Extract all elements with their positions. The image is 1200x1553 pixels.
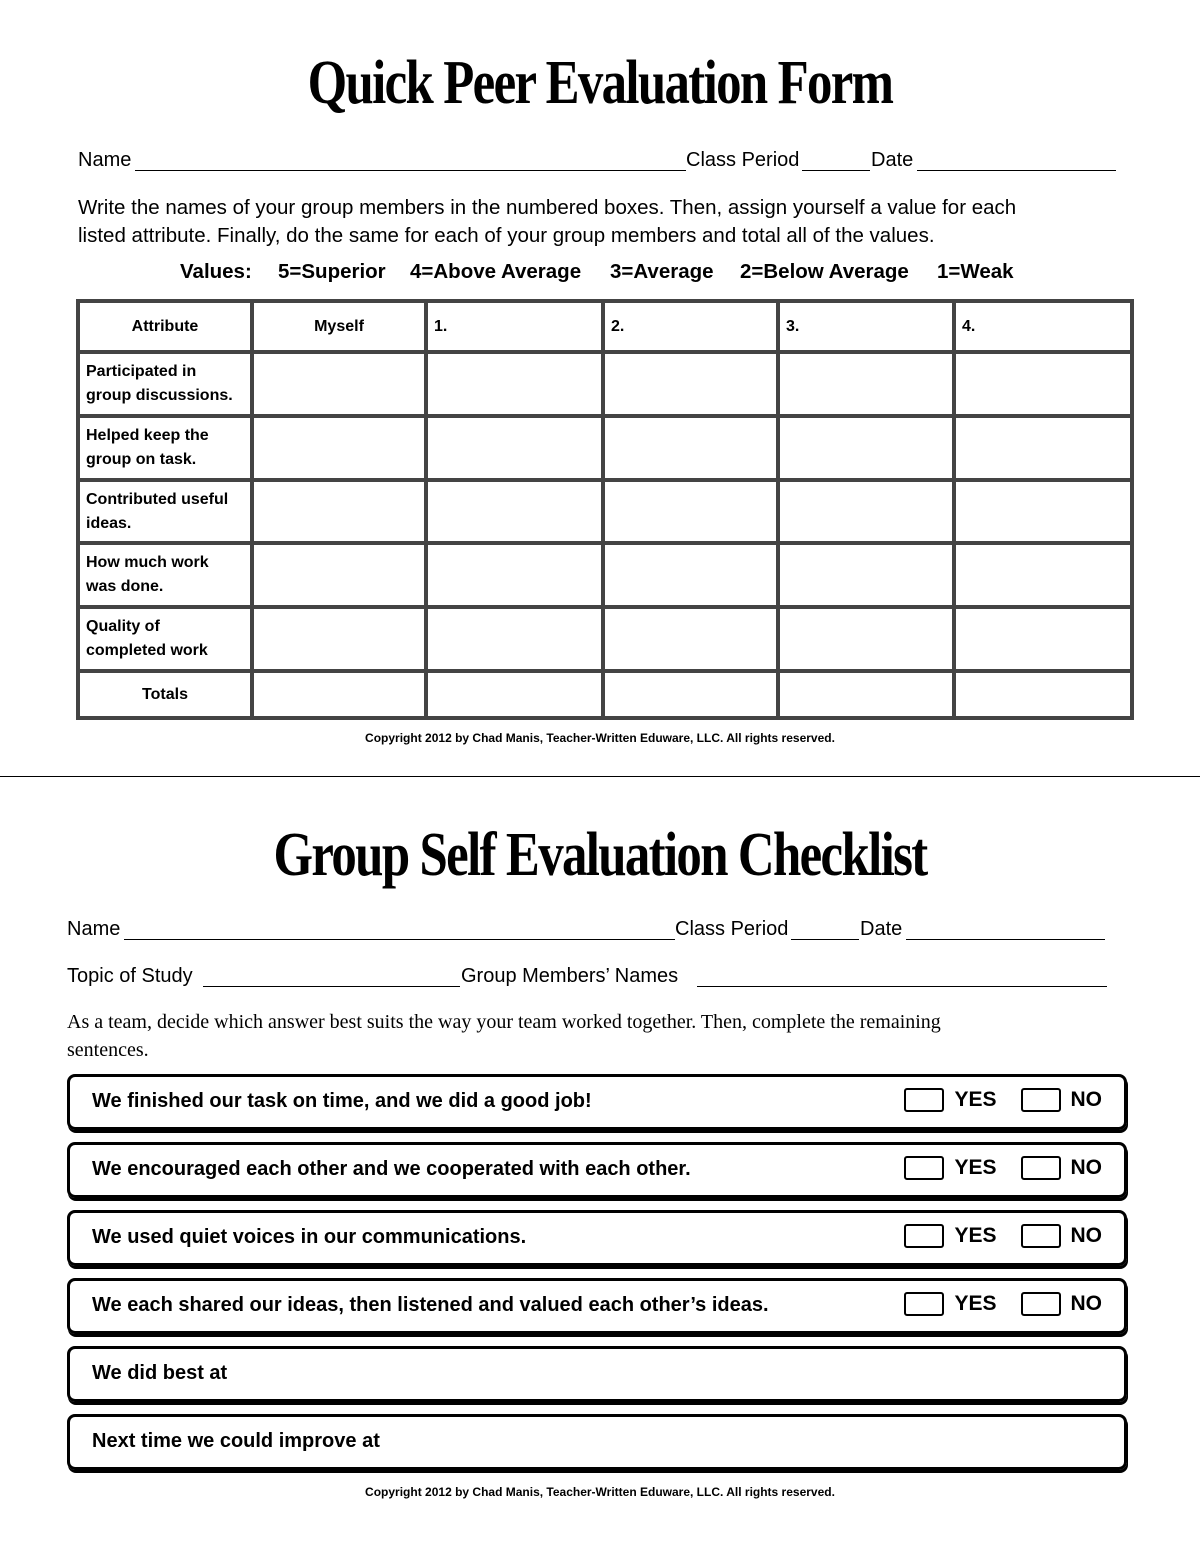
score-cell[interactable] <box>252 352 426 416</box>
copyright-notice: Copyright 2012 by Chad Manis, Teacher-Written Eduware, LLC. All rights reserved. <box>365 731 835 745</box>
no-label: NO <box>1070 1156 1102 1179</box>
score-cell[interactable] <box>426 352 603 416</box>
score-cell[interactable] <box>778 607 954 671</box>
score-cell[interactable] <box>954 607 1132 671</box>
table-row <box>78 352 1132 416</box>
attribute-line: group discussions. <box>86 386 233 404</box>
yes-checkbox[interactable] <box>904 1224 944 1248</box>
improve-box[interactable] <box>67 1414 1127 1470</box>
yes-no-group <box>904 1292 1102 1316</box>
no-label: NO <box>1070 1292 1102 1315</box>
score-cell[interactable] <box>603 480 778 544</box>
table-row <box>78 416 1132 480</box>
statement-box <box>67 1142 1127 1198</box>
table-header-row <box>78 301 1132 352</box>
header-attribute: Attribute <box>78 301 252 352</box>
class-period-field[interactable] <box>791 939 859 940</box>
header-member-2[interactable]: 2. <box>603 301 778 352</box>
attribute-cell <box>78 416 252 480</box>
attribute-cell <box>78 543 252 607</box>
score-cell[interactable] <box>252 480 426 544</box>
instructions-line: Write the names of your group members in the numbered boxes. Then, assign yourself a value for each <box>78 196 1017 219</box>
header-member-3[interactable]: 3. <box>778 301 954 352</box>
score-cell[interactable] <box>426 480 603 544</box>
score-cell[interactable] <box>954 416 1132 480</box>
no-checkbox[interactable] <box>1021 1156 1061 1180</box>
score-cell[interactable] <box>426 543 603 607</box>
value-3: 3=Average <box>610 260 714 283</box>
peer-form-title: Quick Peer Evaluation Form <box>307 49 893 117</box>
topic-label: Topic of Study <box>67 965 193 987</box>
copyright-notice: Copyright 2012 by Chad Manis, Teacher-Written Eduware, LLC. All rights reserved. <box>365 1485 835 1499</box>
yes-label: YES <box>954 1156 997 1179</box>
statement-box <box>67 1074 1127 1130</box>
yes-checkbox[interactable] <box>904 1156 944 1180</box>
value-5: 5=Superior <box>278 260 386 283</box>
attribute-cell <box>78 607 252 671</box>
score-cell[interactable] <box>778 480 954 544</box>
did-best-box[interactable] <box>67 1346 1127 1402</box>
table-row <box>78 607 1132 671</box>
values-label: Values: <box>180 260 252 283</box>
score-cell[interactable] <box>954 543 1132 607</box>
header-myself: Myself <box>252 301 426 352</box>
table-row <box>78 543 1132 607</box>
statement-box <box>67 1210 1127 1266</box>
cut-line-divider <box>0 776 1200 777</box>
checklist-instructions <box>67 1008 1117 1064</box>
score-cell[interactable] <box>252 607 426 671</box>
header-member-1[interactable]: 1. <box>426 301 603 352</box>
header-member-4[interactable]: 4. <box>954 301 1132 352</box>
name-label: Name <box>78 149 132 171</box>
score-cell[interactable] <box>426 416 603 480</box>
score-cell[interactable] <box>603 607 778 671</box>
attribute-line: How much work <box>86 554 209 572</box>
no-checkbox[interactable] <box>1021 1292 1061 1316</box>
total-cell[interactable] <box>426 671 603 718</box>
statement-text: We used quiet voices in our communications. <box>92 1226 527 1248</box>
totals-row <box>78 671 1132 718</box>
value-2: 2=Below Average <box>740 260 909 283</box>
statement-text: We encouraged each other and we cooperated with each other. <box>92 1158 691 1180</box>
value-4: 4=Above Average <box>410 260 582 283</box>
score-cell[interactable] <box>252 543 426 607</box>
yes-label: YES <box>954 1224 997 1247</box>
class-period-label: Class Period <box>675 918 789 940</box>
no-label: NO <box>1070 1088 1102 1111</box>
yes-no-group <box>904 1224 1102 1248</box>
attribute-line: Quality of <box>86 618 160 636</box>
attribute-cell <box>78 352 252 416</box>
yes-label: YES <box>954 1292 997 1315</box>
class-period-label: Class Period <box>686 149 800 171</box>
score-cell[interactable] <box>252 416 426 480</box>
no-checkbox[interactable] <box>1021 1224 1061 1248</box>
attribute-line: completed work <box>86 642 208 660</box>
name-field[interactable] <box>124 939 675 940</box>
peer-instructions <box>78 194 1128 250</box>
yes-label: YES <box>954 1088 997 1111</box>
total-cell[interactable] <box>778 671 954 718</box>
attribute-line: ideas. <box>86 514 132 532</box>
score-cell[interactable] <box>426 607 603 671</box>
instructions-line: listed attribute. Finally, do the same for each of your group members and total all of the values. <box>78 224 935 247</box>
table-row <box>78 480 1132 544</box>
score-cell[interactable] <box>778 416 954 480</box>
attribute-line: Contributed useful <box>86 490 229 508</box>
checklist-title: Group Self Evaluation Checklist <box>273 821 927 889</box>
date-label: Date <box>871 149 914 171</box>
did-best-label: We did best at <box>92 1362 228 1384</box>
date-label: Date <box>860 918 903 940</box>
attribute-line: was done. <box>86 578 164 596</box>
total-cell[interactable] <box>252 671 426 718</box>
score-cell[interactable] <box>603 416 778 480</box>
total-cell[interactable] <box>603 671 778 718</box>
score-cell[interactable] <box>603 352 778 416</box>
group-members-label: Group Members’ Names <box>461 965 679 987</box>
group-members-field[interactable] <box>697 986 1107 987</box>
totals-label: Totals <box>78 671 252 718</box>
yes-no-group <box>904 1088 1102 1112</box>
score-cell[interactable] <box>954 480 1132 544</box>
name-label: Name <box>67 918 121 940</box>
score-cell[interactable] <box>954 352 1132 416</box>
peer-evaluation-table <box>76 299 1134 720</box>
attribute-line: Helped keep the <box>86 426 209 444</box>
attribute-cell <box>78 480 252 544</box>
attribute-line: group on task. <box>86 450 197 468</box>
statement-text: We finished our task on time, and we did a good job! <box>92 1090 592 1112</box>
date-field[interactable] <box>917 170 1116 171</box>
class-period-field[interactable] <box>802 170 870 171</box>
score-cell[interactable] <box>778 352 954 416</box>
instructions-line: sentences. <box>67 1039 149 1061</box>
yes-no-group <box>904 1156 1102 1180</box>
statement-text: We each shared our ideas, then listened and valued each other’s ideas. <box>92 1294 769 1316</box>
yes-checkbox[interactable] <box>904 1088 944 1112</box>
topic-field[interactable] <box>203 986 460 987</box>
attribute-line: Participated in <box>86 362 197 380</box>
yes-checkbox[interactable] <box>904 1292 944 1316</box>
score-cell[interactable] <box>603 543 778 607</box>
instructions-line: As a team, decide which answer best suits the way your team worked together. Then, complete the remaining <box>67 1011 941 1033</box>
value-1: 1=Weak <box>937 260 1014 283</box>
improve-label: Next time we could improve at <box>92 1430 380 1452</box>
no-checkbox[interactable] <box>1021 1088 1061 1112</box>
statement-box <box>67 1278 1127 1334</box>
date-field[interactable] <box>906 939 1105 940</box>
total-cell[interactable] <box>954 671 1132 718</box>
name-field[interactable] <box>135 170 686 171</box>
score-cell[interactable] <box>778 543 954 607</box>
no-label: NO <box>1070 1224 1102 1247</box>
